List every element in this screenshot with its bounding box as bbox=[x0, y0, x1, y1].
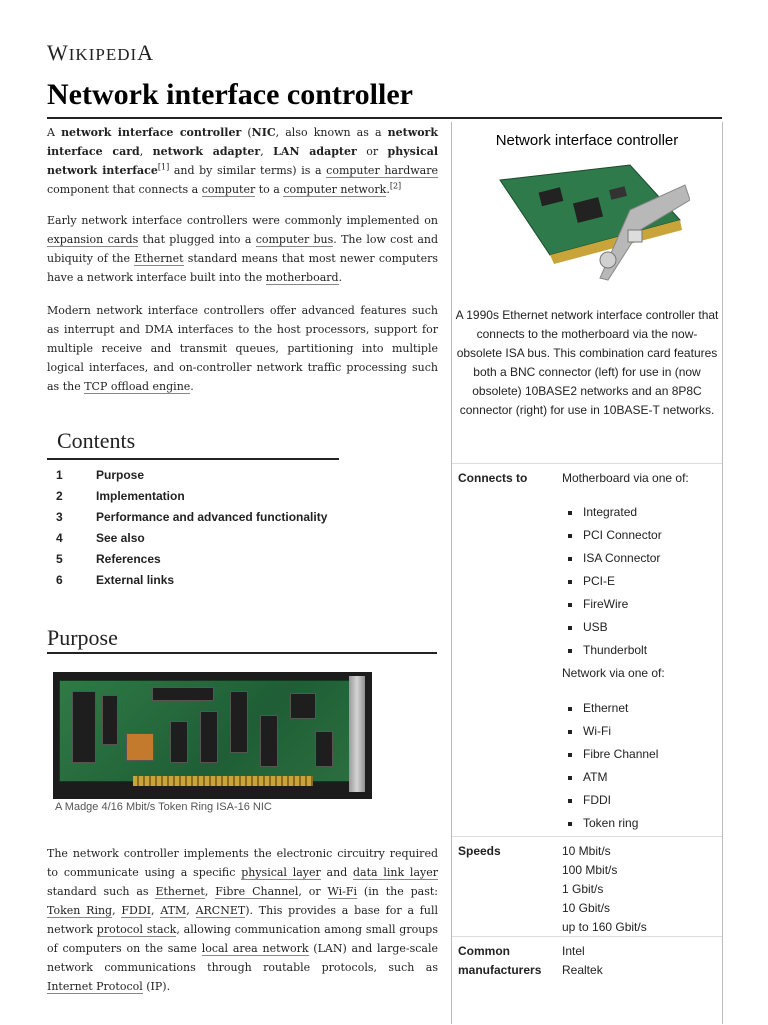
intro-paragraph-3: Modern network interface controllers offer advanced features such as interrupt and DMA interfaces to the host processors, support for multiple receive and transmit queues, partitioning into multiple logical interfaces, and on-controller network traffic processing such as the TCP offload engine. bbox=[47, 304, 438, 393]
link-internet-protocol[interactable]: Internet Protocol bbox=[47, 980, 143, 993]
link-fddi[interactable]: FDDI bbox=[121, 904, 152, 917]
mounting-bracket bbox=[349, 676, 365, 792]
link-tcp-offload-engine[interactable]: TCP offload engine bbox=[84, 380, 191, 393]
toc-item-external-links[interactable]: 6 External links bbox=[56, 573, 175, 587]
speed-value: 1 Gbit/s bbox=[562, 882, 604, 896]
8p8c-connector bbox=[628, 230, 642, 242]
table-of-contents bbox=[47, 428, 347, 590]
speed-value: 10 Gbit/s bbox=[562, 901, 611, 915]
logo-letter: A bbox=[137, 40, 155, 65]
infobox-row-manufacturers bbox=[452, 936, 722, 1025]
infobox-row-speeds bbox=[452, 836, 722, 936]
link-motherboard[interactable]: motherboard bbox=[265, 271, 339, 284]
chip bbox=[230, 691, 248, 753]
citation-1[interactable]: [1] bbox=[157, 162, 170, 172]
link-local-area-network[interactable]: local area network bbox=[201, 942, 309, 955]
bnc-connector bbox=[600, 252, 616, 268]
toc-item-performance[interactable]: 3 Performance and advanced functionality bbox=[56, 510, 328, 524]
title-divider bbox=[47, 117, 722, 119]
link-ethernet[interactable]: Ethernet bbox=[134, 252, 184, 265]
link-token-ring[interactable]: Token Ring bbox=[47, 904, 113, 917]
chip bbox=[152, 687, 214, 701]
token-ring-card-photo[interactable] bbox=[53, 672, 372, 799]
toc-item-implementation[interactable]: 2 Implementation bbox=[56, 489, 185, 503]
intro-paragraph-2: Early network interface controllers were commonly implemented on expansion cards that plugged into a computer bus. The low cost and ubiquity of the Ethernet standard means that most newer computers have a network interface built into the motherboard. bbox=[47, 214, 438, 284]
link-data-link-layer[interactable]: data link layer bbox=[353, 866, 438, 879]
network-intro: Network via one of: bbox=[562, 666, 665, 680]
link-computer[interactable]: computer bbox=[201, 183, 256, 196]
list-item: ISA Connector bbox=[562, 547, 662, 570]
chip bbox=[102, 695, 118, 745]
intro-paragraph-1: A network interface controller (NIC, also known as a network interface card, network adapter, LAN adapter or physical network interface[1] and by similar terms) is a computer hardware component that connects a computer to a computer network.[2] bbox=[47, 126, 439, 196]
ethernet-card-image[interactable] bbox=[490, 160, 690, 300]
toc-item-purpose[interactable]: 1 Purpose bbox=[56, 468, 145, 482]
link-wi-fi[interactable]: Wi-Fi bbox=[327, 885, 358, 898]
list-item: PCI Connector bbox=[562, 524, 662, 547]
list-item: PCI-E bbox=[562, 570, 662, 593]
infobox-caption: A 1990s Ethernet network interface controller that connects to the motherboard via the now-obsolete ISA bus. This combination card features both a BNC connector (left) for use in (now obsolete) 10BASE2 networks and an 8P8C connector (right) for use in 10BASE-T networks. bbox=[455, 308, 719, 417]
link-ethernet-2[interactable]: Ethernet bbox=[155, 885, 205, 898]
wikipedia-logo[interactable] bbox=[47, 40, 154, 66]
logo-letters: IKIPEDI bbox=[68, 45, 138, 64]
link-fibre-channel[interactable]: Fibre Channel bbox=[215, 885, 299, 898]
logo-letter: W bbox=[47, 40, 69, 65]
list-item: Fibre Channel bbox=[562, 743, 658, 766]
link-computer-bus[interactable]: computer bus bbox=[255, 233, 334, 246]
connects-to-label: Connects to bbox=[458, 471, 528, 485]
list-item: Ethernet bbox=[562, 697, 658, 720]
toc-item-see-also[interactable]: 4 See also bbox=[56, 531, 145, 545]
chip bbox=[260, 715, 278, 767]
link-physical-layer[interactable]: physical layer bbox=[241, 866, 321, 879]
chip bbox=[72, 691, 96, 763]
speed-value: 10 Mbit/s bbox=[562, 844, 611, 858]
purpose-paragraph: The network controller implements the electronic circuitry required to communicate using a specific physical layer and data link layer standard such as Ethernet, Fibre Channel, or Wi-Fi (in the past: Token Ring, FDDI, ATM, ARCNET). This provides a base for a full network protocol stack, allowing communication among small groups of computers on the same local area network (LAN) and large-scale network communications through routable protocols, such as Internet Protocol (IP). bbox=[47, 847, 439, 993]
page-title: Network interface controller bbox=[47, 78, 413, 111]
section-heading-purpose: Purpose bbox=[47, 625, 118, 650]
chip bbox=[290, 693, 316, 719]
manufacturer: Realtek bbox=[562, 963, 603, 977]
contents-heading: Contents bbox=[57, 428, 136, 453]
motherboard-interfaces-list bbox=[562, 501, 662, 662]
speed-value: up to 160 Gbit/s bbox=[562, 920, 647, 934]
chip bbox=[170, 721, 188, 763]
manufacturers-label: Common manufacturers bbox=[458, 944, 542, 977]
list-item: FDDI bbox=[562, 789, 658, 812]
speeds-values bbox=[562, 842, 647, 937]
edge-connector bbox=[133, 776, 313, 786]
network-interfaces-list bbox=[562, 697, 658, 835]
section-divider bbox=[47, 652, 437, 654]
list-item: Token ring bbox=[562, 812, 658, 835]
link-computer-network[interactable]: computer network bbox=[283, 183, 387, 196]
link-atm[interactable]: ATM bbox=[160, 904, 187, 917]
motherboard-intro: Motherboard via one of: bbox=[562, 471, 689, 485]
infobox-row-connects-to bbox=[452, 463, 722, 836]
speeds-label: Speeds bbox=[458, 844, 501, 858]
manufacturers-values bbox=[562, 942, 603, 980]
chip bbox=[315, 731, 333, 767]
manufacturer: Intel bbox=[562, 944, 585, 958]
chip bbox=[126, 733, 154, 761]
list-item: ATM bbox=[562, 766, 658, 789]
chip bbox=[200, 711, 218, 763]
link-arcnet[interactable]: ARCNET bbox=[195, 904, 246, 917]
circuit-board bbox=[59, 680, 351, 782]
link-expansion-cards[interactable]: expansion cards bbox=[47, 233, 139, 246]
list-item: USB bbox=[562, 616, 662, 639]
link-protocol-stack[interactable]: protocol stack bbox=[96, 923, 177, 936]
citation-2[interactable]: [2] bbox=[389, 181, 402, 191]
list-item: Integrated bbox=[562, 501, 662, 524]
toc-item-references[interactable]: 5 References bbox=[56, 552, 161, 566]
infobox bbox=[451, 122, 723, 1024]
list-item: FireWire bbox=[562, 593, 662, 616]
link-computer-hardware[interactable]: computer hardware bbox=[326, 164, 438, 177]
photo-caption: A Madge 4/16 Mbit/s Token Ring ISA-16 NIC bbox=[55, 801, 272, 813]
speed-value: 100 Mbit/s bbox=[562, 863, 618, 877]
list-item: Thunderbolt bbox=[562, 639, 662, 662]
list-item: Wi-Fi bbox=[562, 720, 658, 743]
infobox-title: Network interface controller bbox=[495, 132, 679, 149]
